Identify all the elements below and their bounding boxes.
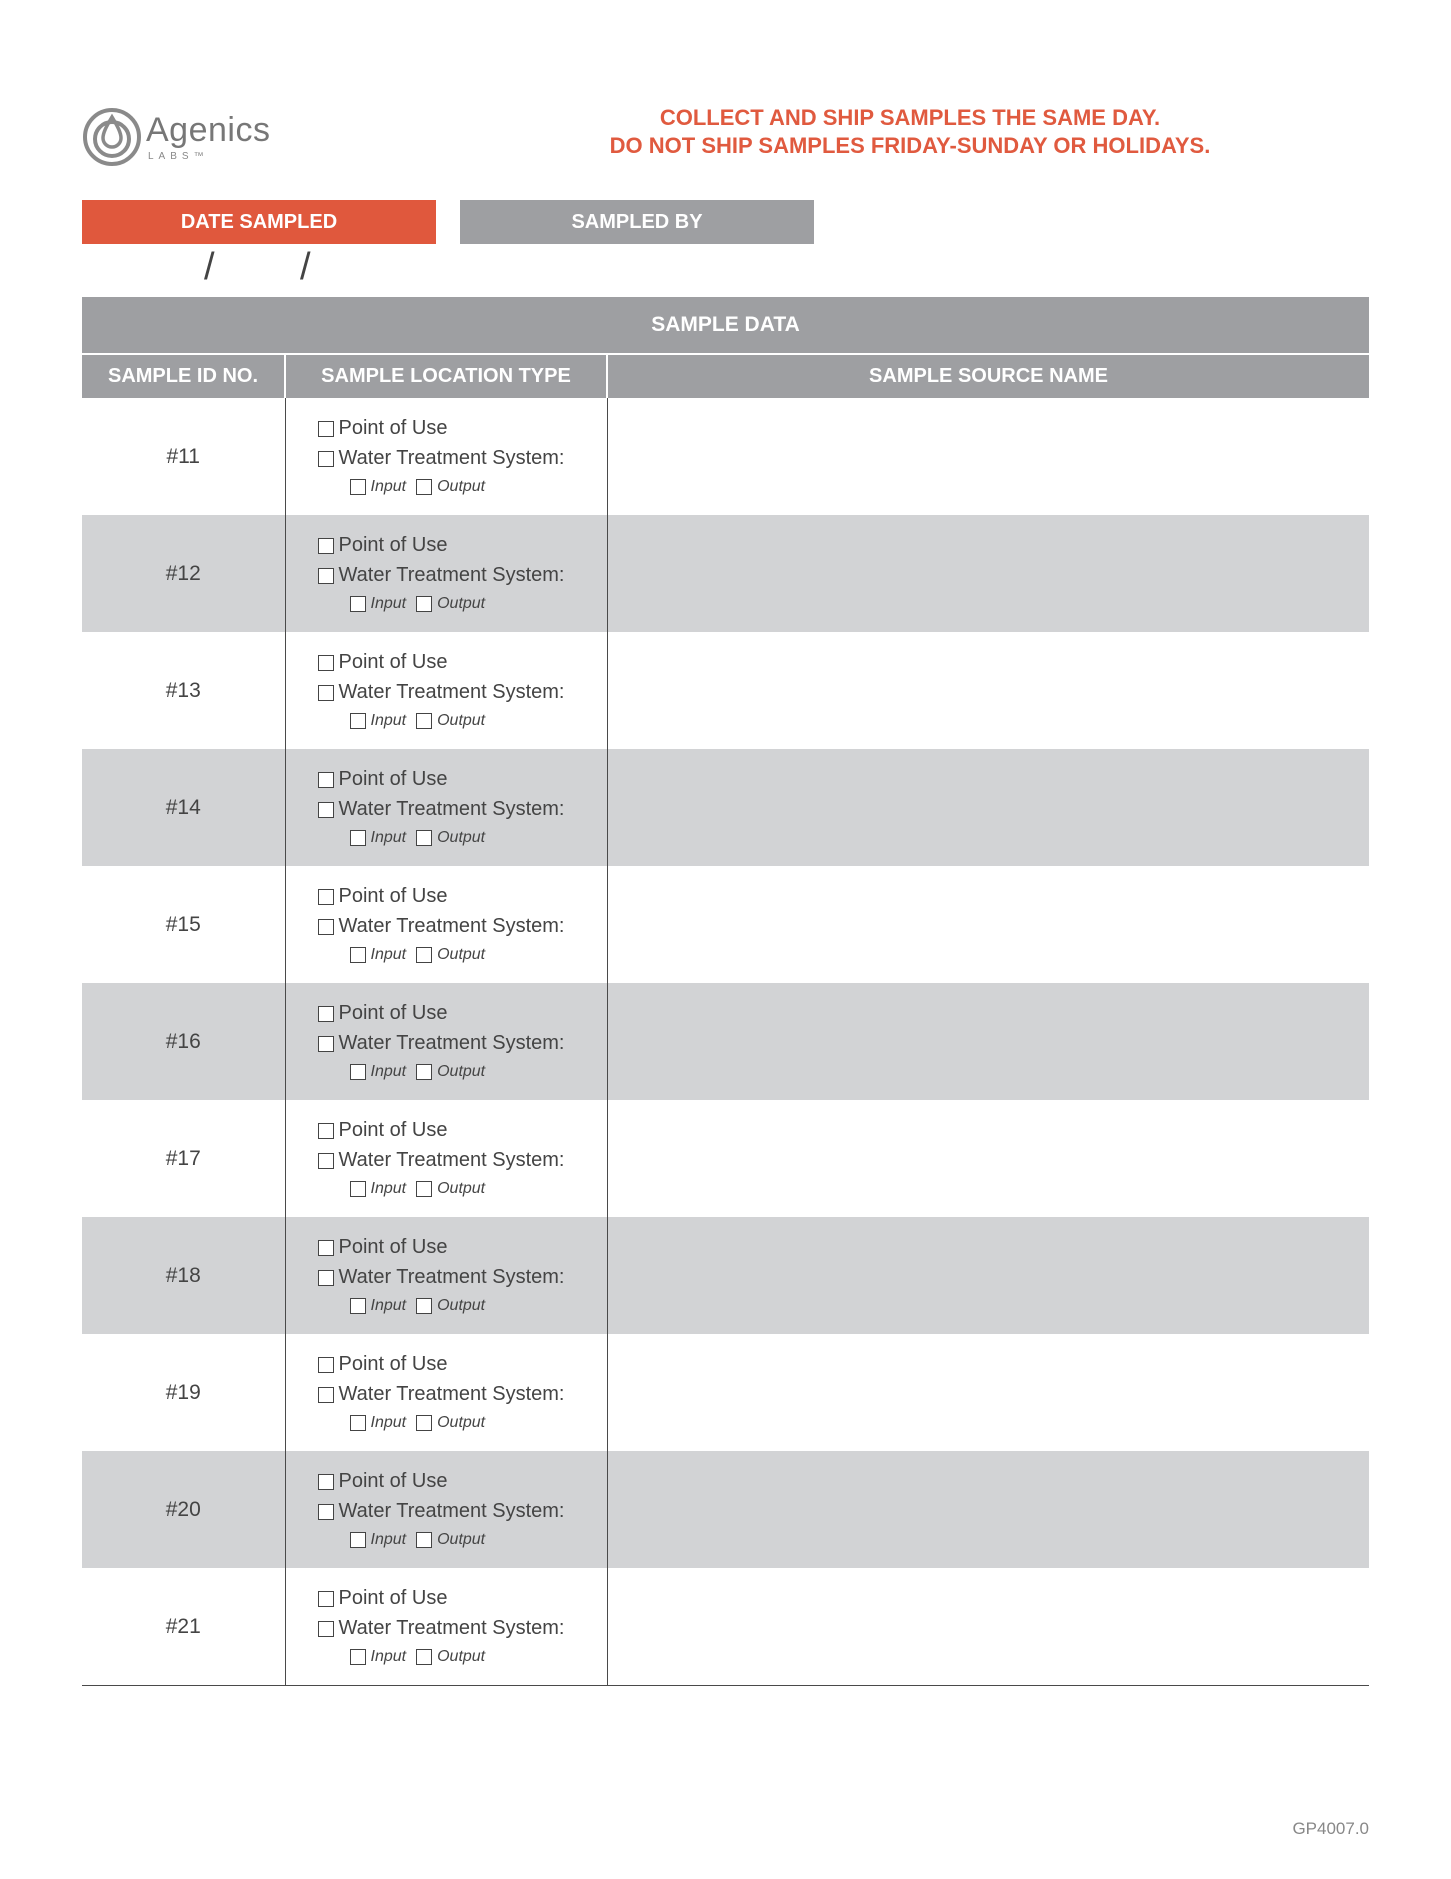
option-label: Water Treatment System: xyxy=(338,681,565,703)
checkbox[interactable] xyxy=(318,1591,334,1607)
input-checkbox[interactable] xyxy=(350,1181,366,1197)
input-output-options xyxy=(318,942,607,968)
option-label: Water Treatment System: xyxy=(338,1032,565,1054)
sample-id: #17 xyxy=(165,1146,201,1170)
point-of-use-option[interactable] xyxy=(318,414,607,444)
input-checkbox[interactable] xyxy=(350,1298,366,1314)
location-type-cell xyxy=(285,1451,607,1568)
source-name-field[interactable] xyxy=(607,632,1369,749)
water-treatment-option[interactable] xyxy=(318,1497,607,1527)
sample-id: #13 xyxy=(165,678,201,702)
checkbox[interactable] xyxy=(318,1153,334,1169)
location-type-cell xyxy=(285,983,607,1100)
option-label: Water Treatment System: xyxy=(338,1149,565,1171)
option-label: Water Treatment System: xyxy=(338,915,565,937)
water-treatment-option[interactable] xyxy=(318,1146,607,1176)
input-label: Input xyxy=(370,477,407,495)
point-of-use-option[interactable] xyxy=(318,1350,607,1380)
logo-name: Agenics xyxy=(146,111,271,149)
source-name-field[interactable] xyxy=(607,398,1369,515)
sample-data-table xyxy=(82,297,1369,1686)
table-row xyxy=(82,1100,1369,1217)
input-label: Input xyxy=(370,1647,407,1665)
table-row xyxy=(82,983,1369,1100)
point-of-use-option[interactable] xyxy=(318,1584,607,1614)
source-name-field[interactable] xyxy=(607,1568,1369,1686)
input-output-options xyxy=(318,1644,607,1670)
input-checkbox[interactable] xyxy=(350,1064,366,1080)
checkbox[interactable] xyxy=(318,802,334,818)
output-label: Output xyxy=(437,594,486,612)
sample-id: #16 xyxy=(82,983,285,1100)
output-label: Output xyxy=(437,1179,486,1197)
output-checkbox[interactable] xyxy=(416,1532,432,1548)
notice-line-1: COLLECT AND SHIP SAMPLES THE SAME DAY. xyxy=(659,105,1161,130)
point-of-use-option[interactable] xyxy=(318,648,607,678)
checkbox[interactable] xyxy=(318,1621,334,1637)
output-checkbox[interactable] xyxy=(416,713,432,729)
input-checkbox[interactable] xyxy=(350,713,366,729)
table-row xyxy=(82,1451,1369,1568)
option-label: Water Treatment System: xyxy=(338,1383,565,1405)
shipping-notice xyxy=(560,104,1260,160)
input-label: Input xyxy=(370,1296,407,1314)
output-checkbox[interactable] xyxy=(416,830,432,846)
output-label: Output xyxy=(437,945,486,963)
water-treatment-option[interactable] xyxy=(318,795,607,825)
option-label: Point of Use xyxy=(338,534,448,556)
source-name-field[interactable] xyxy=(607,1451,1369,1568)
option-label: Point of Use xyxy=(338,1470,448,1492)
checkbox[interactable] xyxy=(318,1240,334,1256)
option-label: Point of Use xyxy=(338,651,448,673)
source-name-field[interactable] xyxy=(607,1334,1369,1451)
checkbox[interactable] xyxy=(318,889,334,905)
point-of-use-option[interactable] xyxy=(318,531,607,561)
water-treatment-option[interactable] xyxy=(318,444,607,474)
input-checkbox[interactable] xyxy=(350,1532,366,1548)
input-output-options xyxy=(318,1293,607,1319)
table-row xyxy=(82,632,1369,749)
option-label: Point of Use xyxy=(338,1119,448,1141)
sample-id: #20 xyxy=(82,1451,285,1568)
column-header-sample-id: SAMPLE ID NO. xyxy=(82,354,285,398)
input-label: Input xyxy=(370,1062,407,1080)
date-separator: / xyxy=(300,246,311,288)
output-checkbox[interactable] xyxy=(416,1415,432,1431)
point-of-use-option[interactable] xyxy=(318,999,607,1029)
checkbox[interactable] xyxy=(318,1036,334,1052)
point-of-use-option[interactable] xyxy=(318,1467,607,1497)
input-output-options xyxy=(318,1527,607,1553)
sample-id: #21 xyxy=(82,1568,285,1686)
input-output-options xyxy=(318,1176,607,1202)
checkbox[interactable] xyxy=(318,685,334,701)
water-treatment-option[interactable] xyxy=(318,912,607,942)
output-label: Output xyxy=(437,1530,486,1548)
option-label: Water Treatment System: xyxy=(338,1266,565,1288)
logo-subtitle: LABS™ xyxy=(148,151,209,162)
location-type-cell xyxy=(285,515,607,632)
point-of-use-option[interactable] xyxy=(318,1116,607,1146)
input-checkbox[interactable] xyxy=(350,479,366,495)
option-label: Water Treatment System: xyxy=(338,798,565,820)
input-output-options xyxy=(318,825,607,851)
location-type-cell xyxy=(285,1100,607,1217)
checkbox[interactable] xyxy=(318,1357,334,1373)
water-treatment-option[interactable] xyxy=(318,1029,607,1059)
output-label: Output xyxy=(437,1413,486,1431)
table-row xyxy=(82,1568,1369,1686)
location-type-cell xyxy=(285,1568,607,1686)
input-label: Input xyxy=(370,1179,407,1197)
date-sampled-header: DATE SAMPLED xyxy=(82,200,436,244)
input-label: Input xyxy=(370,1530,407,1548)
option-label: Point of Use xyxy=(338,1236,448,1258)
point-of-use-option[interactable] xyxy=(318,1233,607,1263)
checkbox[interactable] xyxy=(318,1123,334,1139)
input-label: Input xyxy=(370,594,407,612)
sampled-by-header: SAMPLED BY xyxy=(460,200,814,244)
source-name-field[interactable] xyxy=(607,515,1369,632)
input-checkbox[interactable] xyxy=(350,947,366,963)
input-label: Input xyxy=(370,1413,407,1431)
checkbox[interactable] xyxy=(318,538,334,554)
checkbox[interactable] xyxy=(318,421,334,437)
input-label: Input xyxy=(370,828,407,846)
output-label: Output xyxy=(437,1647,486,1665)
table-row xyxy=(82,1217,1369,1334)
output-label: Output xyxy=(437,1062,486,1080)
option-label: Point of Use xyxy=(338,1002,448,1024)
output-label: Output xyxy=(437,828,486,846)
sample-id: #11 xyxy=(166,444,200,468)
source-name-field[interactable] xyxy=(607,866,1369,983)
checkbox[interactable] xyxy=(318,1474,334,1490)
output-label: Output xyxy=(437,1296,486,1314)
input-label: Input xyxy=(370,945,407,963)
table-row xyxy=(82,398,1369,515)
output-checkbox[interactable] xyxy=(416,1649,432,1665)
output-checkbox[interactable] xyxy=(416,1064,432,1080)
water-treatment-option[interactable] xyxy=(318,1380,607,1410)
table-row xyxy=(82,749,1369,866)
checkbox[interactable] xyxy=(318,772,334,788)
output-checkbox[interactable] xyxy=(416,1298,432,1314)
sample-id: #19 xyxy=(165,1380,201,1404)
table-title: SAMPLE DATA xyxy=(82,297,1369,354)
input-output-options xyxy=(318,591,607,617)
source-name-field[interactable] xyxy=(607,983,1369,1100)
checkbox[interactable] xyxy=(318,919,334,935)
table-body xyxy=(82,398,1369,1686)
form-code: GP4007.0 xyxy=(1292,1819,1369,1838)
sample-id: #14 xyxy=(82,749,285,866)
input-output-options xyxy=(318,708,607,734)
location-type-cell xyxy=(285,1217,607,1334)
input-output-options xyxy=(318,1059,607,1085)
option-label: Water Treatment System: xyxy=(338,1617,565,1639)
input-checkbox[interactable] xyxy=(350,830,366,846)
input-checkbox[interactable] xyxy=(350,1649,366,1665)
date-separator: / xyxy=(204,246,215,288)
logo xyxy=(82,107,271,169)
table-row xyxy=(82,515,1369,632)
location-type-cell xyxy=(285,632,607,749)
checkbox[interactable] xyxy=(318,1270,334,1286)
water-treatment-option[interactable] xyxy=(318,678,607,708)
checkbox[interactable] xyxy=(318,1387,334,1403)
table-row xyxy=(82,1334,1369,1451)
column-header-location-type: SAMPLE LOCATION TYPE xyxy=(285,354,607,398)
output-label: Output xyxy=(437,711,486,729)
option-label: Water Treatment System: xyxy=(338,1500,565,1522)
input-checkbox[interactable] xyxy=(350,596,366,612)
checkbox[interactable] xyxy=(318,568,334,584)
option-label: Point of Use xyxy=(338,1353,448,1375)
sample-id: #18 xyxy=(82,1217,285,1334)
location-type-cell xyxy=(285,866,607,983)
source-name-field[interactable] xyxy=(607,1100,1369,1217)
source-name-field[interactable] xyxy=(607,749,1369,866)
sample-id: #15 xyxy=(165,912,201,936)
water-treatment-option[interactable] xyxy=(318,1263,607,1293)
checkbox[interactable] xyxy=(318,1504,334,1520)
point-of-use-option[interactable] xyxy=(318,882,607,912)
checkbox[interactable] xyxy=(318,1006,334,1022)
checkbox[interactable] xyxy=(318,655,334,671)
location-type-cell xyxy=(285,398,607,515)
checkbox[interactable] xyxy=(318,451,334,467)
option-label: Water Treatment System: xyxy=(338,564,565,586)
water-treatment-option[interactable] xyxy=(318,1614,607,1644)
input-output-options xyxy=(318,1410,607,1436)
option-label: Point of Use xyxy=(338,768,448,790)
column-header-source-name: SAMPLE SOURCE NAME xyxy=(607,354,1369,398)
output-label: Output xyxy=(437,477,486,495)
option-label: Point of Use xyxy=(338,1587,448,1609)
option-label: Point of Use xyxy=(338,417,448,439)
water-treatment-option[interactable] xyxy=(318,561,607,591)
drop-logo-icon xyxy=(82,107,142,167)
option-label: Point of Use xyxy=(338,885,448,907)
option-label: Water Treatment System: xyxy=(338,447,565,469)
output-checkbox[interactable] xyxy=(416,1181,432,1197)
output-checkbox[interactable] xyxy=(416,596,432,612)
source-name-field[interactable] xyxy=(607,1217,1369,1334)
input-checkbox[interactable] xyxy=(350,1415,366,1431)
input-output-options xyxy=(318,474,607,500)
table-row xyxy=(82,866,1369,983)
notice-line-2: DO NOT SHIP SAMPLES FRIDAY-SUNDAY OR HOLIDAYS. xyxy=(609,133,1211,158)
location-type-cell xyxy=(285,1334,607,1451)
sample-id: #12 xyxy=(82,515,285,632)
output-checkbox[interactable] xyxy=(416,479,432,495)
output-checkbox[interactable] xyxy=(416,947,432,963)
input-label: Input xyxy=(370,711,407,729)
location-type-cell xyxy=(285,749,607,866)
point-of-use-option[interactable] xyxy=(318,765,607,795)
